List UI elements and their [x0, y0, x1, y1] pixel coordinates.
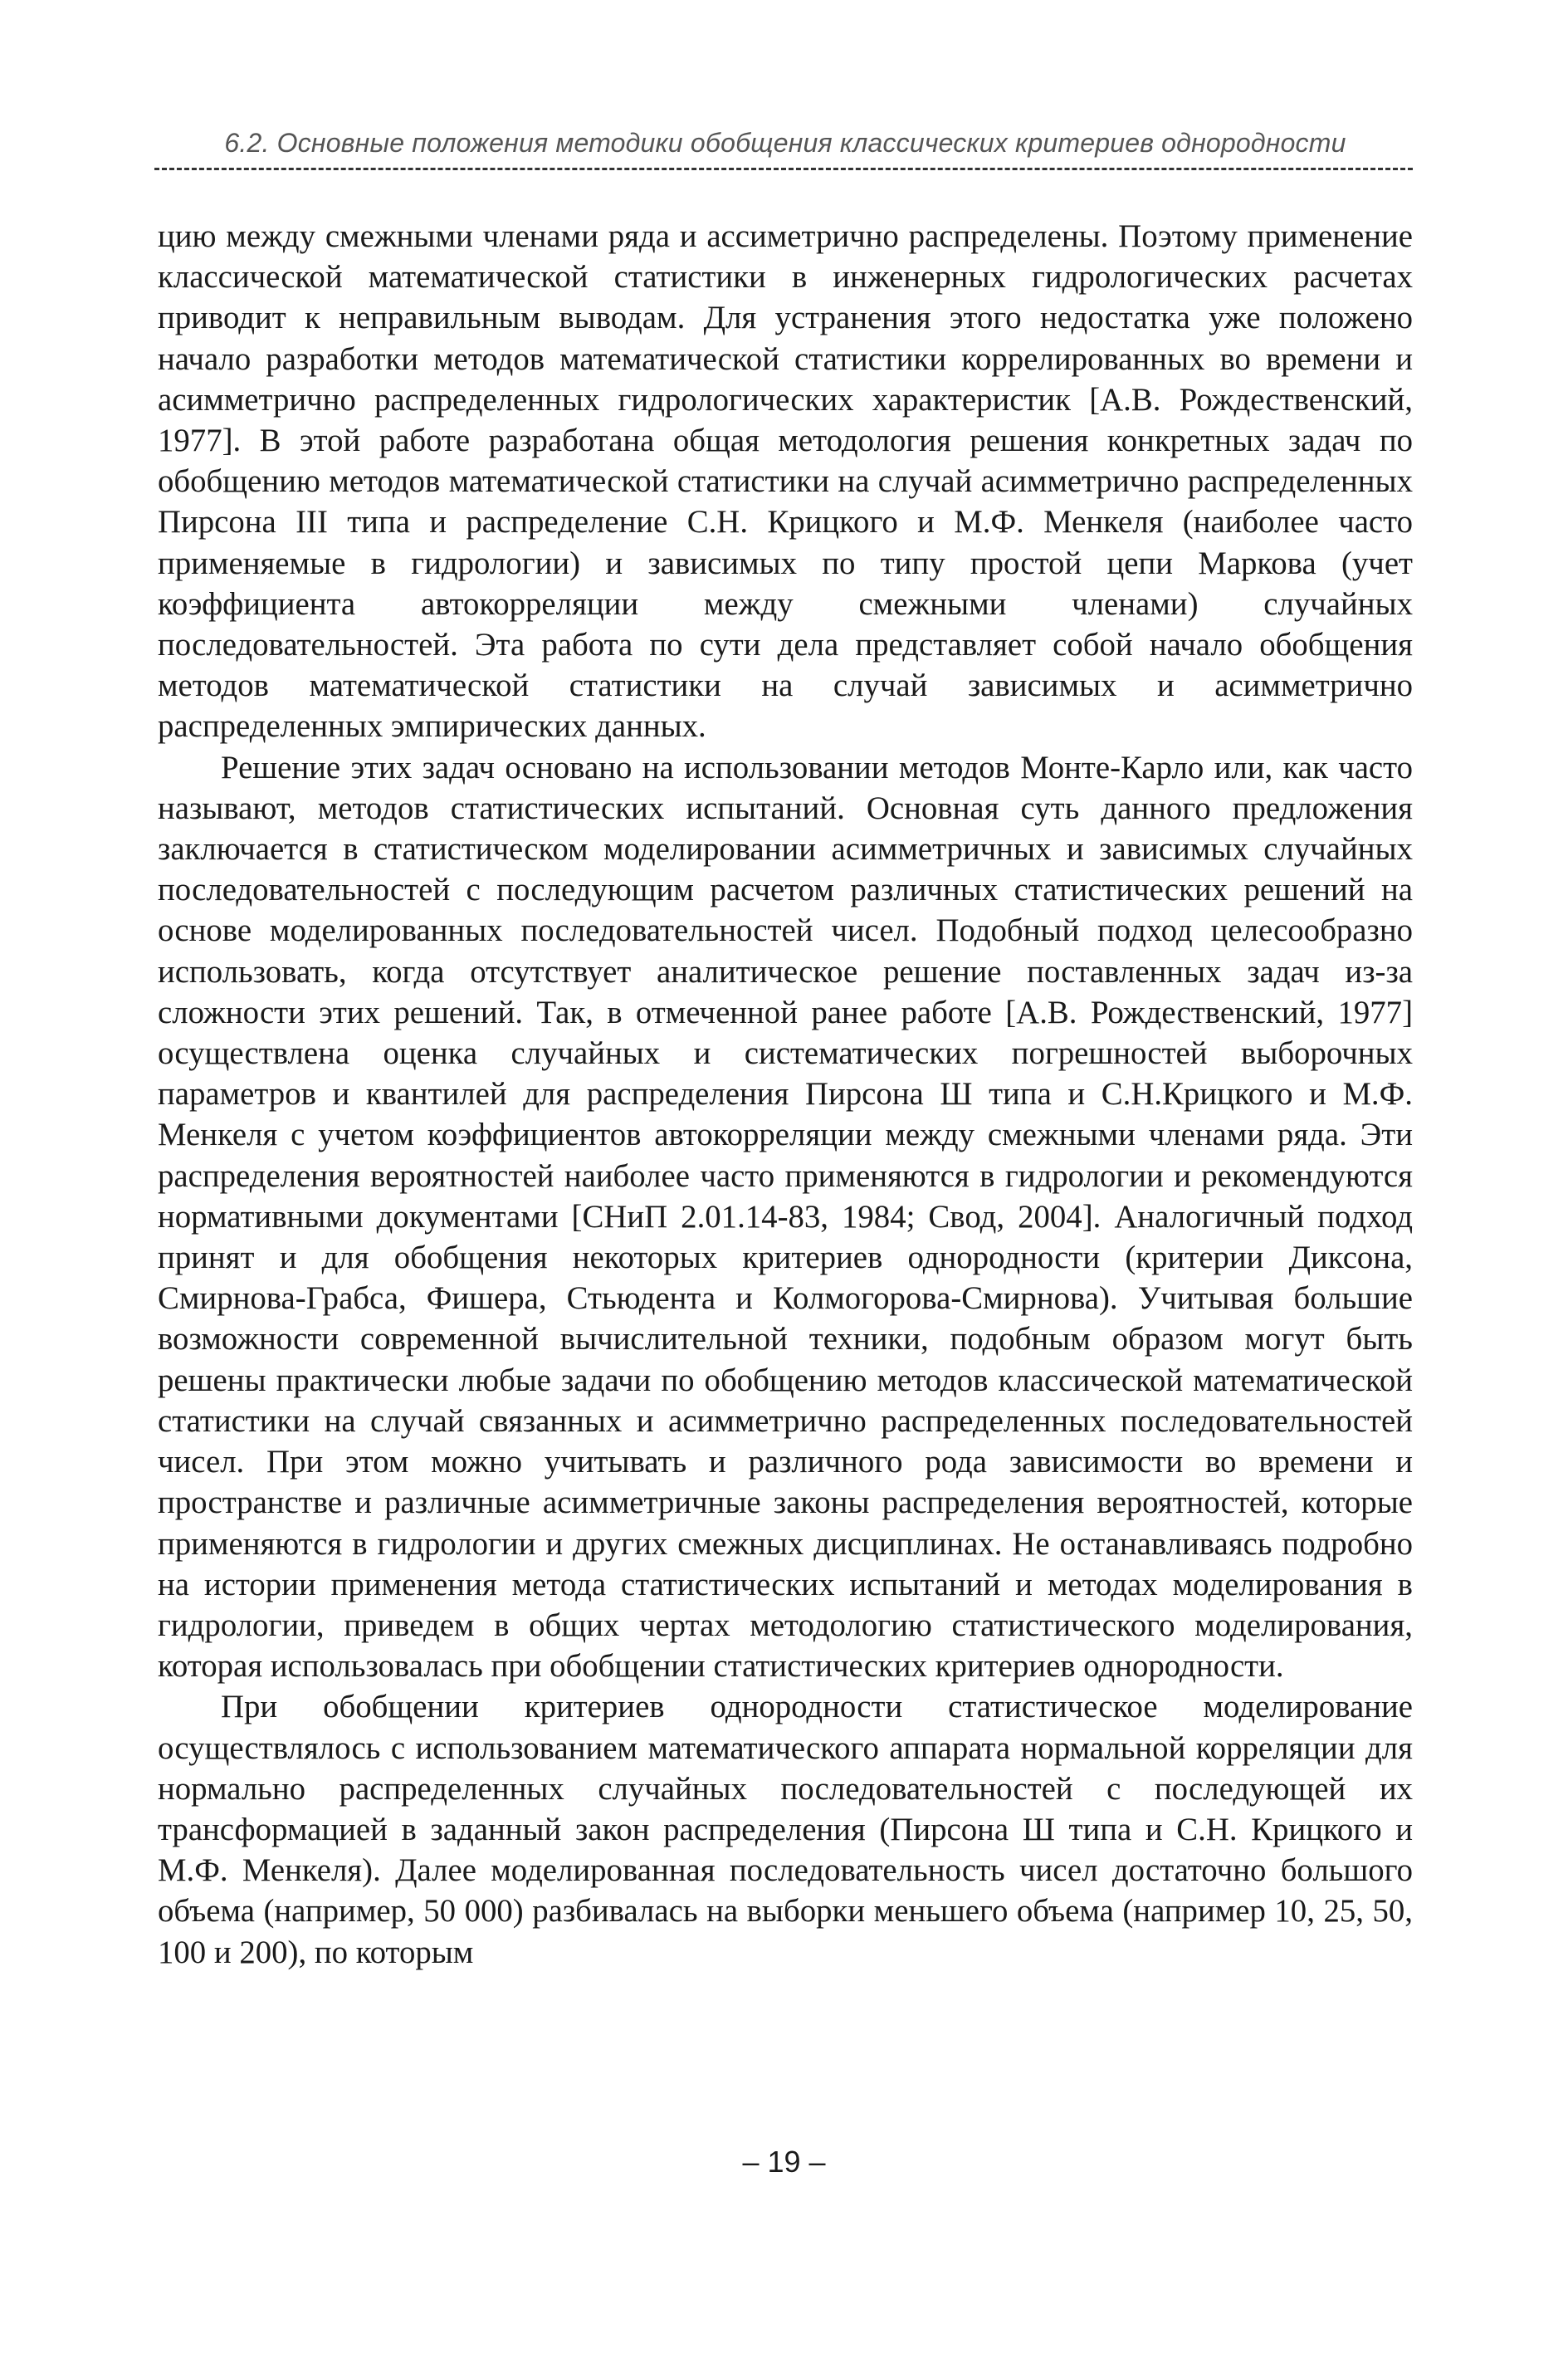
page-number: – 19 – — [742, 2145, 826, 2179]
running-header: 6.2. Основные положения методики обобщения классических критериев однородности — [224, 128, 1346, 158]
paragraph-1: цию между смежными членами ряда и ассиметрично распределены. Поэтому применение классической математической статистики в инженерных гидрологических расчетах приводит к неправильным выводам. Для устранения этого недостатка уже положено начало разработки методов математической статистики коррелированных во времени и асимметрично распределенных гидрологических характеристик [А.В. Рождественский, 1977]. В этой работе разработана общая методология решения конкретных задач по обобщению методов математической статистики на случай асимметрично распределенных Пирсона III типа и распределение С.Н. Крицкого и М.Ф. Менкеля (наиболее часто применяемые в гидрологии) и зависимых по типу простой цепи Маркова (учет коэффициента автокорреляции между смежными членами) случайных последовательностей. Эта работа по сути дела представляет собой начало обобщения методов математической статистики на случай зависимых и асимметрично распределенных эмпирических данных. — [158, 218, 1413, 745]
header-divider — [154, 168, 1413, 170]
paragraph-2: Решение этих задач основано на использовании методов Монте-Карло или, как часто называют, методов статистических испытаний. Основная суть данного предложения заключается в статистическом моделировании асимметричных и зависимых случайных последовательностей с последующим расчетом различных статистических решений на основе моделированных последовательностей чисел. Подобный подход целесообразно использовать, когда отсутствует аналитическое решение поставленных задач из-за сложности этих решений. Так, в отмеченной ранее работе [А.В. Рождественский, 1977] осуществлена оценка случайных и систематических погрешностей выборочных параметров и квантилей для распределения Пирсона Ш типа и С.Н.Крицкого и М.Ф. Менкеля с учетом коэффициентов автокорреляции между смежными членами ряда. Эти распределения вероятностей наиболее часто применяются в гидрологии и рекомендуются нормативными документами [СНиП 2.01.14-83, 1984; Свод, 2004]. Аналогичный подход принят и для обобщения некоторых критериев однородности (критерии Диксона, Смирнова-Грабса, Фишера, Стьюдента и Колмогорова-Смирнова). Учитывая большие возможности современной вычислительной техники, подобным образом могут быть решены практически любые задачи по обобщению методов классической математической статистики на случай связанных и асимметрично распределенных последовательностей чисел. При этом можно учитывать и различного рода зависимости во времени и пространстве и различные асимметричные законы распределения вероятностей, которые применяются в гидрологии и других смежных дисциплинах. Не останавливаясь подробно на истории применения метода статистических испытаний и методах моделирования в гидрологии, приведем в общих чертах методологию статистического моделирования, которая использовалась при обобщении статистических критериев однородности. — [158, 749, 1413, 1685]
page-body — [158, 216, 1413, 1973]
paragraph-3: При обобщении критериев однородности статистическое моделирование осуществлялось с использованием математического аппарата нормальной корреляции для нормально распределенных случайных последовательностей с последующей их трансформацией в заданный закон распределения (Пирсона Ш типа и С.Н. Крицкого и М.Ф. Менкеля). Далее моделированная последовательность чисел достаточно большого объема (например, 50 000) разбивалась на выборки меньшего объема (например 10, 25, 50, 100 и 200), по которым — [158, 1689, 1413, 1970]
